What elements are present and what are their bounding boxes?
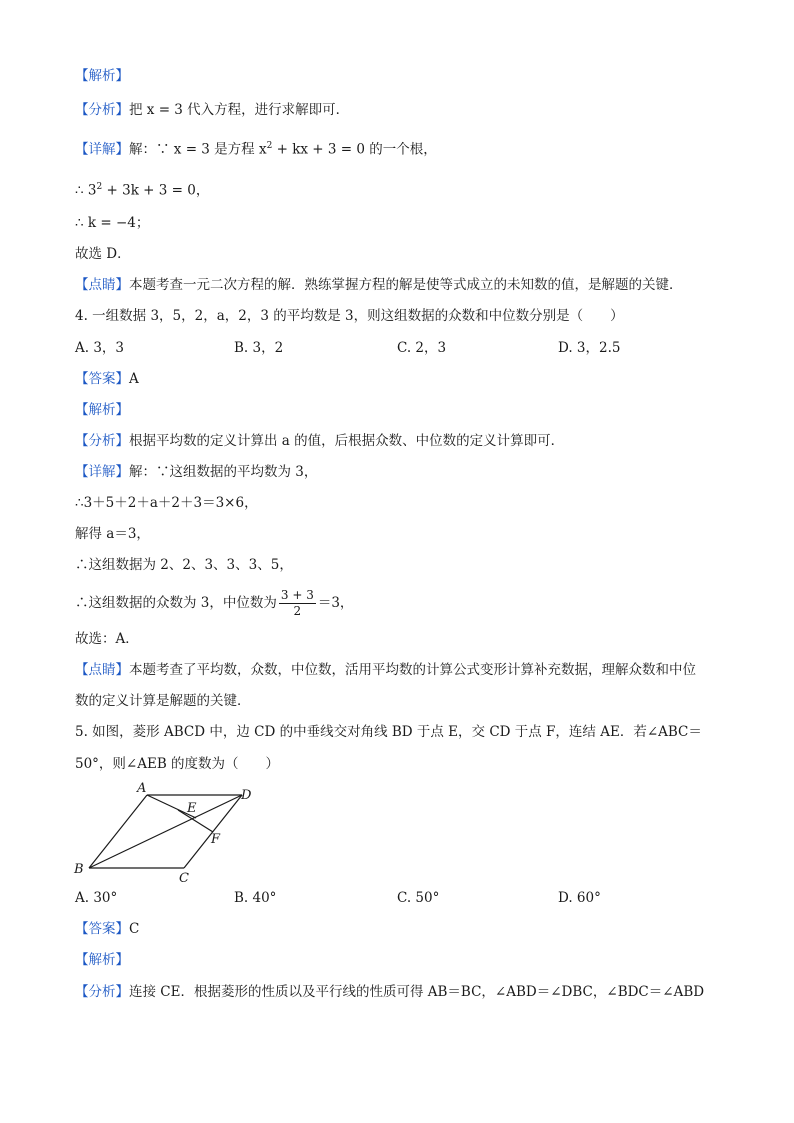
xiangjie-text-b: + kx + 3 = 0 的一个根， — [272, 141, 437, 158]
tag-fenxi: 【分析】 — [75, 102, 129, 118]
q5-option-a: A. 30° — [75, 890, 118, 906]
xiangjie-sup: 2 — [266, 141, 273, 151]
label-c: C — [179, 871, 189, 886]
dianjing-text: 本题考查了平均数，众数，中位数，活用平均数的计算公式变形计算补充数据，理解众数和中位 — [129, 662, 696, 678]
q5-option-c: C. 50° — [397, 890, 440, 906]
step1-b: + 3k + 3 = 0， — [102, 182, 210, 199]
fraction-numerator: 3 + 3 — [280, 588, 314, 602]
q4-fenxi — [75, 432, 564, 450]
xiangjie-text-a: 解：∵ x = 3 是方程 x — [129, 141, 267, 158]
q5-option-b: B. 40° — [234, 890, 277, 906]
tag-xiangjie: 【详解】 — [75, 141, 129, 158]
q4-dianjing-2: 数的定义计算是解题的关键． — [75, 693, 251, 709]
tag-xiangjie: 【详解】 — [75, 464, 129, 480]
side-ab — [89, 795, 147, 868]
step4-b: ＝3， — [317, 595, 354, 611]
step4-a: ∴这组数据的众数为 3，中位数为 — [75, 595, 277, 611]
tag-jiexi: 【解析】 — [75, 402, 129, 418]
label-d: D — [241, 788, 252, 803]
fenxi-text: 根据平均数的定义计算出 a 的值，后根据众数、中位数的定义计算即可． — [129, 433, 565, 449]
tag-fenxi: 【分析】 — [75, 433, 129, 449]
tag-jiexi: 【解析】 — [75, 952, 129, 968]
label-a: A — [137, 781, 147, 796]
fenxi-text: 把 x = 3 代入方程，进行求解即可． — [129, 102, 350, 118]
q4-answer — [75, 370, 139, 388]
question-5-line-2: 50°，则∠AEB 的度数为（ ） — [75, 756, 280, 772]
tag-answer: 【答案】 — [75, 921, 129, 937]
tag-fenxi: 【分析】 — [75, 984, 129, 1000]
q4-step-3: ∴这组数据为 2、2、3、3、3、5， — [75, 557, 293, 573]
q4-xiangjie — [75, 463, 317, 481]
q5-jiexi — [75, 951, 129, 969]
answer-value: A — [129, 371, 139, 387]
answer-value: C — [129, 921, 140, 937]
q5-option-d: D. 60° — [558, 890, 601, 906]
median-fraction — [279, 588, 316, 619]
line-choose-d: 故选 D． — [75, 246, 131, 262]
step1-sup: 2 — [96, 182, 103, 192]
q4-choose: 故选：A． — [75, 631, 139, 647]
rhombus-figure — [68, 774, 268, 886]
q4-option-c: C. 2，3 — [397, 340, 447, 356]
label-f: F — [211, 832, 221, 847]
tag-dianjing: 【点睛】 — [75, 277, 129, 293]
q4-jiexi — [75, 401, 129, 419]
q4-dianjing-1 — [75, 661, 696, 679]
dianjing-text: 本题考查一元二次方程的解．熟练掌握方程的解是使等式成立的未知数的值，是解题的关键． — [129, 277, 683, 293]
line-step-1 — [75, 178, 209, 200]
tag-dianjing: 【点睛】 — [75, 662, 129, 678]
label-e: E — [187, 801, 197, 816]
line-jiexi-1 — [75, 67, 129, 85]
q4-option-b: B. 3，2 — [234, 340, 284, 356]
xiangjie-text: 解：∵这组数据的平均数为 3， — [129, 464, 318, 480]
line-step-2: ∴ k = −4； — [75, 215, 150, 231]
fraction-denominator: 2 — [293, 604, 302, 618]
line-dianjing-1 — [75, 276, 683, 294]
q4-step-4 — [75, 588, 353, 619]
tag-answer: 【答案】 — [75, 371, 129, 387]
q5-fenxi — [75, 983, 704, 1001]
q5-answer — [75, 920, 139, 938]
question-5-line-1: 5. 如图，菱形 ABCD 中，边 CD 的中垂线交对角线 BD 于点 E，交 CD 于点 F，连结 AE．若∠ABC＝ — [75, 724, 702, 740]
line-fenxi-1 — [75, 101, 349, 119]
line-xiangjie-1 — [75, 137, 437, 159]
q4-option-a: A. 3，3 — [75, 340, 125, 356]
label-b: B — [74, 862, 84, 877]
q4-step-2: 解得 a＝3， — [75, 526, 150, 542]
fenxi-text: 连接 CE．根据菱形的性质以及平行线的性质可得 AB＝BC，∠ABD＝∠DBC，∠BDC＝∠ABD — [129, 984, 705, 1000]
tag-jiexi: 【解析】 — [75, 68, 129, 84]
q4-option-d: D. 3，2.5 — [558, 340, 621, 356]
question-4: 4. 一组数据 3，5，2，a，2，3 的平均数是 3，则这组数据的众数和中位数分别是（ ） — [75, 308, 624, 324]
q4-step-1: ∴3＋5＋2＋a＋2＋3＝3×6， — [75, 495, 258, 511]
step1-a: ∴ 3 — [75, 182, 97, 199]
